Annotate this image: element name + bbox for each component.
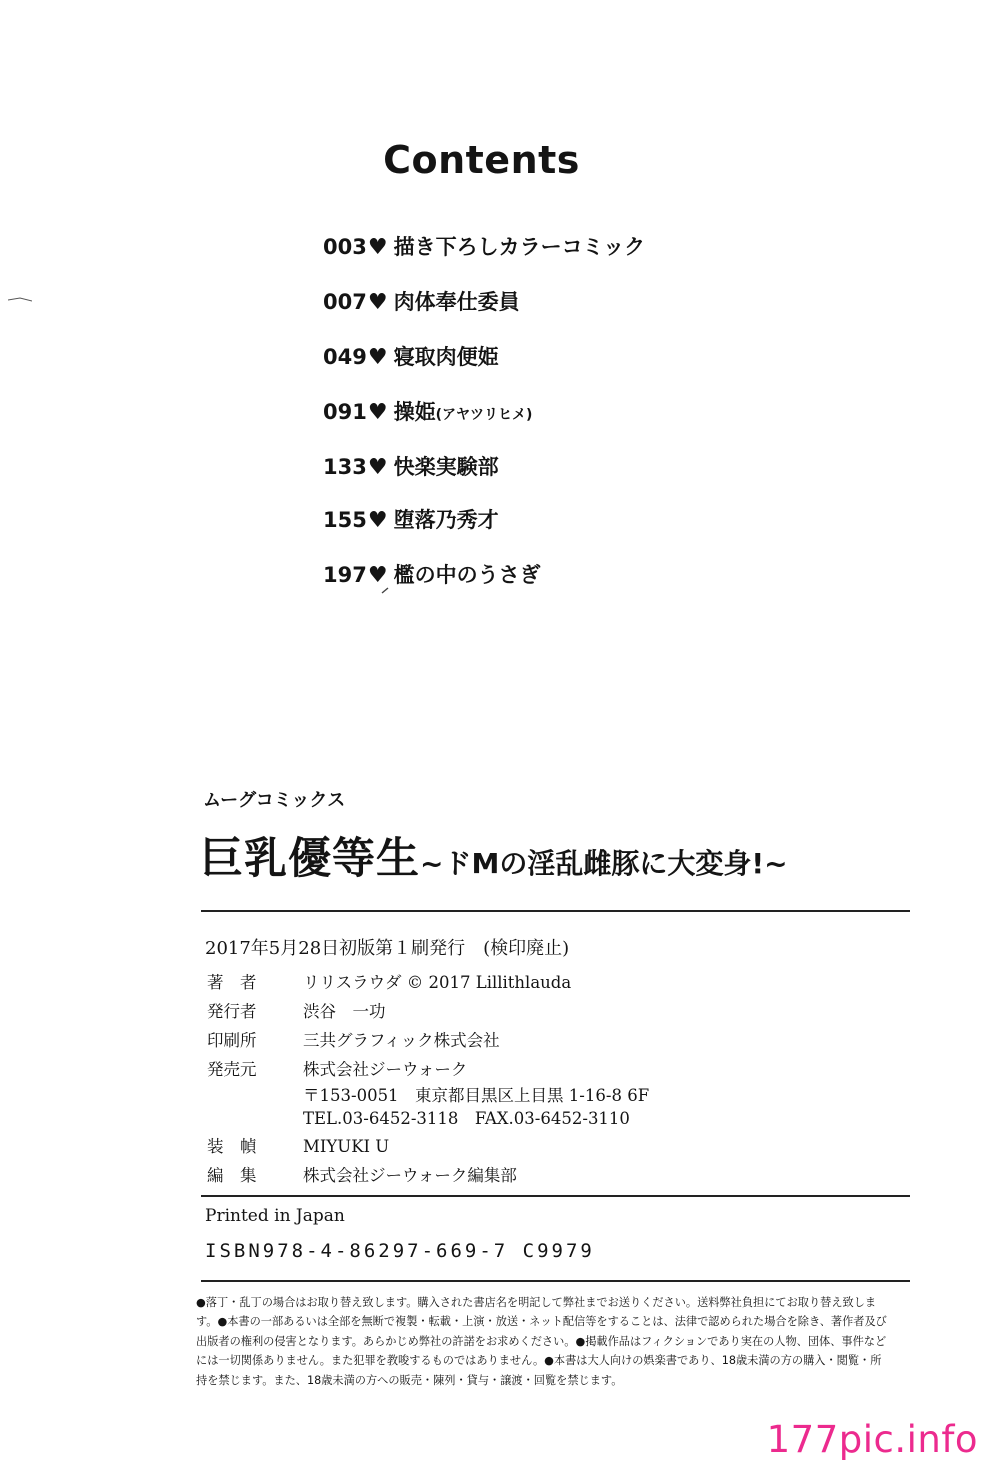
isbn: ISBN978-4-86297-669-7 C9979: [205, 1240, 595, 1262]
colophon-label: 印刷所: [207, 1031, 257, 1050]
heart-icon: ♥: [367, 290, 388, 315]
divider: [201, 1280, 910, 1282]
label-name: ムーグコミックス: [203, 790, 346, 811]
watermark: 177pic.info: [766, 1418, 978, 1461]
toc-title: 檻の中のうさぎ: [393, 563, 541, 587]
colophon-row: [207, 999, 386, 1025]
heart-icon: ♥: [367, 400, 388, 425]
colophon-row: [207, 970, 571, 996]
book-title-subtitle: ~ドMの淫乱雌豚に大変身!~: [420, 847, 788, 880]
colophon-row: [207, 1134, 389, 1160]
toc-page-number: 091: [323, 400, 367, 424]
toc-item[interactable]: [323, 450, 499, 484]
publisher-address: 〒153-0051 東京都目黒区上目黒 1-16-8 6F: [303, 1086, 650, 1105]
divider: [201, 910, 910, 912]
scan-mark: [8, 296, 32, 302]
toc-title: 寝取肉便姫: [393, 345, 499, 369]
toc-title: 堕落乃秀才: [393, 508, 499, 532]
heart-icon: ♥: [367, 563, 388, 588]
divider: [201, 1195, 910, 1197]
toc-item[interactable]: [323, 285, 520, 319]
toc-page-number: 197: [323, 563, 367, 587]
colophon-value: リリスラウダ © 2017 Lillithlauda: [303, 973, 572, 992]
toc-page-number: 049: [323, 345, 367, 369]
notice-line: 出版者の権利の侵害となります。あらかじめ弊社の許諾をお求めください。●掲載作品はフィクションであり実在の人物、団体、事件など: [196, 1334, 887, 1348]
colophon-label: 発行者: [207, 1002, 257, 1021]
toc-title: 描き下ろしカラーコミック: [393, 235, 646, 259]
toc-subtitle: (アヤツリヒメ): [435, 407, 533, 423]
toc-page-number: 003: [323, 235, 367, 259]
colophon-row: [207, 1028, 500, 1054]
contents-title: Contents: [383, 138, 580, 182]
colophon-value: 三共グラフィック株式会社: [303, 1031, 500, 1050]
toc-item[interactable]: [323, 340, 499, 374]
book-title-main: 巨乳優等生: [200, 834, 420, 884]
toc-page-number: 007: [323, 290, 367, 314]
toc-item[interactable]: [323, 503, 499, 537]
colophon-value: MIYUKI U: [303, 1137, 390, 1156]
colophon-value: 株式会社ジーウォーク: [303, 1060, 468, 1079]
toc-title: 操姫: [393, 400, 436, 424]
colophon-value: 株式会社ジーウォーク編集部: [303, 1166, 517, 1185]
notice-line: す。●本書の一部あるいは全部を無断で複製・転載・上演・放送・ネット配信等をすることは、法律で認められた場合を除き、著作者及び: [196, 1315, 887, 1329]
heart-icon: ♥: [367, 508, 388, 533]
toc-item[interactable]: [323, 230, 645, 264]
colophon-label: 装 幀: [207, 1137, 257, 1156]
book-title: [200, 825, 788, 886]
legal-notice: [196, 1293, 908, 1390]
toc-page-number: 133: [323, 455, 367, 479]
edition-line: 2017年5月28日初版第１刷発行 (検印廃止): [205, 938, 570, 959]
toc-title: 快楽実験部: [393, 455, 499, 479]
colophon-label: 発売元: [207, 1060, 257, 1079]
heart-icon: ♥: [367, 455, 388, 480]
colophon-row: [207, 1057, 467, 1083]
heart-icon: ♥: [367, 345, 388, 370]
colophon-row: [207, 1163, 517, 1189]
colophon-label: 編 集: [207, 1166, 257, 1185]
toc-title: 肉体奉仕委員: [393, 290, 520, 314]
notice-line: 持を禁じます。また、18歳未満の方への販売・陳列・貸与・譲渡・回覧を禁じます。: [196, 1373, 623, 1387]
heart-icon: ♥: [367, 235, 388, 260]
notice-line: ●落丁・乱丁の場合はお取り替え致します。購入された書店名を明記して弊社までお送りください。送料弊社負担にてお取り替え致しま: [196, 1296, 877, 1309]
notice-line: には一切関係ありません。また犯罪を教唆するものではありません。●本書は大人向けの娯楽書であり、18歳未満の方の購入・閲覧・所: [196, 1354, 882, 1368]
toc-item[interactable]: [323, 395, 532, 429]
toc-item[interactable]: [323, 558, 541, 592]
colophon-value: 渋谷 一功: [303, 1002, 386, 1021]
colophon-label: 著 者: [207, 973, 257, 992]
printed-in: Printed in Japan: [205, 1206, 345, 1226]
toc-page-number: 155: [323, 508, 367, 532]
publisher-phone: TEL.03-6452-3118 FAX.03-6452-3110: [303, 1109, 630, 1128]
